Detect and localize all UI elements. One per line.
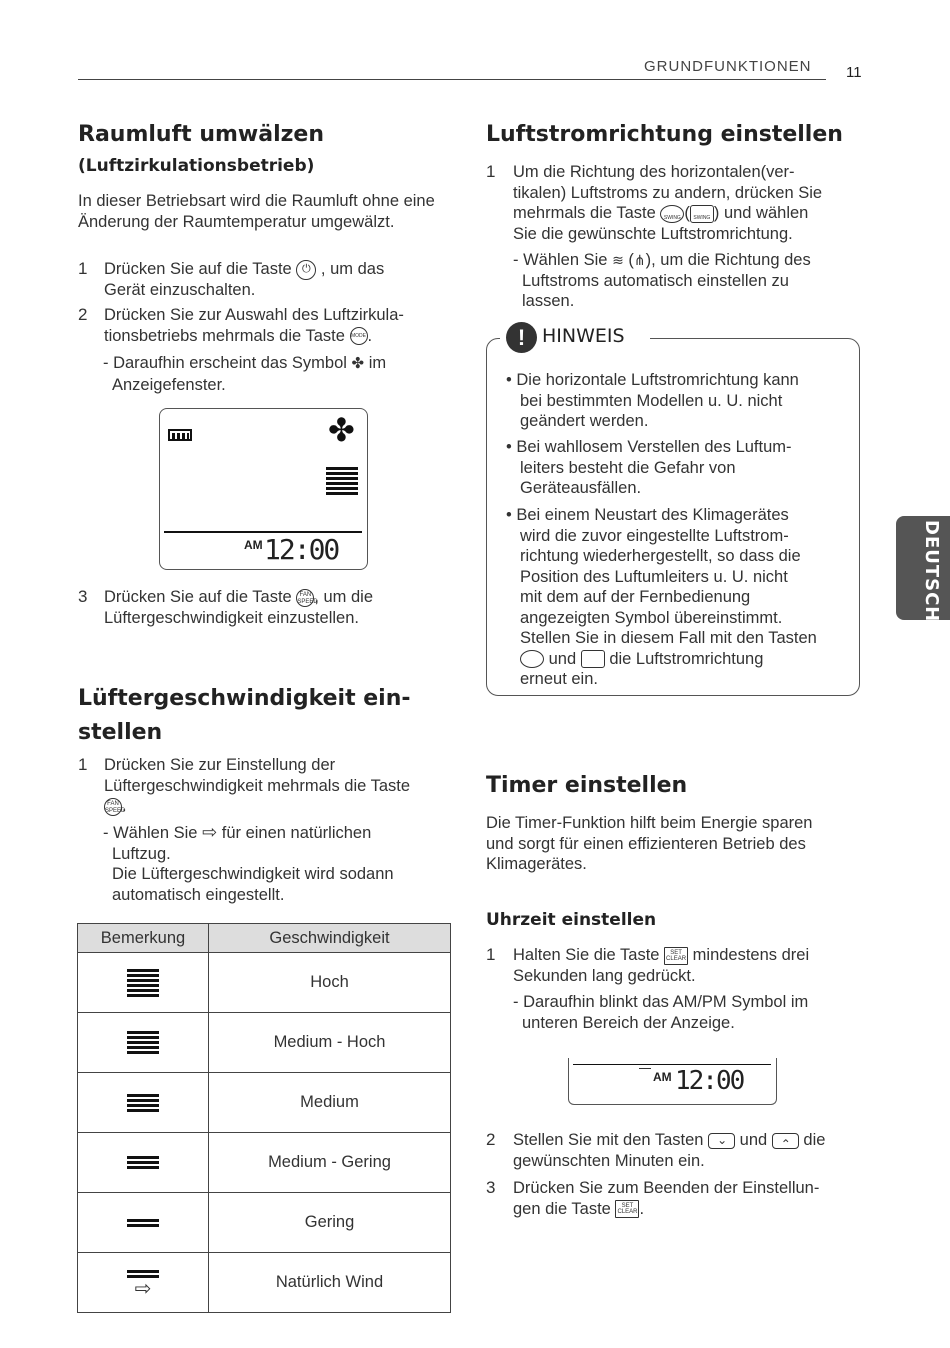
lcd-display-fan — [159, 408, 368, 570]
note-bullet-3: • Bei einem Neustart des Klimagerätes wird die zuvor eingestellte Luftstrom- richtung wiederhergestellt, so dass die Position des Luftumleiters u. U. nicht mit dem auf der Fernbedienung angezeigten Symbol übereinstimmt. Stellen Sie in diesem Fall mit den Tasten und die Luftstromrichtung erneut ein. — [506, 506, 817, 688]
speed-label: Medium - Hoch — [209, 1013, 451, 1073]
clock-step-2-text: Stellen Sie mit den Tasten ⌄ und ⌃ die gewünschten Minuten ein. — [513, 1131, 826, 1170]
natural-wind-arrow-icon: ⇨ — [134, 1277, 152, 1300]
running-header: GRUNDFUNKTIONEN — [644, 58, 812, 75]
step-number: 2 — [78, 305, 88, 324]
clock-step-1-text: Halten Sie die Taste SET CLEAR mindestens drei Sekunden lang gedrückt. — [513, 946, 810, 985]
speed-label: Medium - Gering — [209, 1133, 451, 1193]
table-row — [78, 1133, 451, 1193]
warning-icon: ! — [506, 322, 537, 353]
section-title-air-circulation: Raumluft umwälzen — [78, 122, 325, 147]
fan-symbol-icon: ✤ — [328, 412, 355, 448]
speed-2-bars-icon — [79, 1219, 207, 1227]
natural-wind-bars-icon — [79, 1270, 207, 1278]
step-3-text: Drücken Sie auf die Taste FAN SPEED, um die Lüftergeschwindigkeit einzustellen. — [104, 588, 374, 627]
mode-key-icon: MODE — [350, 327, 368, 345]
speed-4-bars-icon — [79, 1094, 207, 1112]
blink-indicator-icon — [639, 1068, 651, 1069]
lcd-time: 12:00 — [675, 1066, 744, 1096]
speed-label: Hoch — [209, 953, 451, 1013]
step-2-subnote: - Daraufhin erscheint das Symbol ✤ im Anzeigefenster. — [103, 354, 387, 394]
step-number: 1 — [486, 945, 496, 964]
step-number: 1 — [486, 162, 496, 181]
set-clear-key-icon: SET CLEAR — [615, 1200, 639, 1218]
table-header-speed: Geschwindigkeit — [209, 924, 451, 953]
step-2-text: Drücken Sie zur Auswahl des Luftzirkula- tionsbetriebs mehrmals die Taste MODE. — [104, 306, 404, 345]
natural-wind-icon: ⇨ — [202, 822, 218, 842]
lcd-display-clock — [568, 1058, 777, 1105]
lcd-time: 12:00 — [264, 533, 339, 566]
table-row — [78, 1253, 451, 1313]
fan-step-1-subnote: - Wählen Sie ⇨ für einen natürlichen Luftzug. Die Lüftergeschwindigkeit wird sodann automatisch eingestellt. — [103, 822, 394, 904]
fan-speed-key-icon: FAN SPEED — [104, 798, 122, 816]
language-tab-label: DEUTSCH — [921, 520, 942, 623]
swing-vertical-key-icon: SWING — [690, 205, 714, 223]
clock-step-3-text: Drücken Sie zum Beenden der Einstellun- gen die Taste SET CLEAR . — [513, 1179, 820, 1218]
down-key-icon: ⌄ — [708, 1133, 735, 1149]
section-title-fan-speed: Lüftergeschwindigkeit ein- stellen — [78, 686, 411, 745]
fan-icon: ✤ — [351, 355, 365, 372]
step-number: 2 — [486, 1130, 496, 1149]
lcd-ampm: AM — [244, 538, 263, 552]
intro-paragraph: In dieser Betriebsart wird die Raumluft ohne eine Änderung der Raumtemperatur umgewälzt. — [78, 192, 435, 231]
table-row — [78, 1013, 451, 1073]
step-1-text: Drücken Sie auf die Taste ⏻ , um das Gerät einzuschalten. — [104, 260, 385, 299]
airflow-step-1-subnote: - Wählen Sie ≋ (⋔), um die Richtung des Luftstroms automatisch einstellen zu lassen. — [513, 251, 811, 310]
swing-auto-vertical-icon: ⋔ — [633, 252, 646, 268]
fan-speed-key-icon: FAN SPEED — [296, 589, 314, 607]
note-bullet-1: • Die horizontale Luftstromrichtung kann bei bestimmten Modellen u. U. nicht geändert werden. — [506, 371, 799, 430]
page-number: 11 — [846, 64, 862, 81]
power-key-icon: ⏻ — [296, 260, 316, 280]
battery-icon — [168, 429, 192, 441]
speed-6-bars-icon — [79, 969, 207, 997]
note-bullet-2: • Bei wahllosem Verstellen des Luftum- leiters besteht die Gefahr von Geräteausfällen. — [506, 438, 792, 497]
section-title-timer: Timer einstellen — [486, 773, 688, 798]
section-title-airflow-direction: Luftstromrichtung einstellen — [486, 122, 843, 147]
fan-speed-bars-icon — [326, 465, 358, 497]
speed-label: Medium — [209, 1073, 451, 1133]
speed-5-bars-icon — [79, 1031, 207, 1054]
table-row — [78, 1073, 451, 1133]
speed-label: Gering — [209, 1193, 451, 1253]
clock-step-1-subnote: - Daraufhin blinkt das AM/PM Symbol im unteren Bereich der Anzeige. — [513, 993, 809, 1032]
speed-3-bars-icon — [79, 1156, 207, 1169]
note-title: HINWEIS — [542, 325, 625, 347]
speed-label: Natürlich Wind — [209, 1253, 451, 1313]
swing-auto-icon: ≋ — [612, 252, 624, 268]
subsection-title-clock: Uhrzeit einstellen — [486, 910, 657, 930]
table-row — [78, 1193, 451, 1253]
lcd-separator — [573, 1064, 771, 1065]
fan-step-1-text: Drücken Sie zur Einstellung der Lüftergeschwindigkeit mehrmals die Taste FAN SPEED. — [104, 756, 411, 815]
swing-vertical-key-icon — [581, 650, 605, 668]
header-rule — [78, 79, 826, 80]
section-subtitle: (Luftzirkulationsbetrieb) — [78, 156, 315, 176]
up-key-icon: ⌃ — [772, 1133, 799, 1149]
set-clear-key-icon: SET CLEAR — [664, 947, 688, 965]
table-header-remark: Bemerkung — [78, 924, 209, 953]
timer-intro: Die Timer-Funktion hilft beim Energie sparen und sorgt für einen effizienteren Betrieb des Klimagerätes. — [486, 814, 813, 873]
fan-speed-table — [77, 923, 451, 1313]
swing-key-icon — [520, 650, 544, 668]
lcd-ampm: AM — [653, 1070, 672, 1084]
step-number: 1 — [78, 755, 88, 774]
airflow-step-1-text: Um die Richtung des horizontalen(ver- tikalen) Luftstroms zu andern, drücken Sie mehrmals die Taste SWING ( SWING ) und wählen Sie die gewünschte Luftstromrichtung. — [513, 163, 823, 243]
table-row — [78, 953, 451, 1013]
step-number: 3 — [486, 1178, 496, 1197]
swing-key-icon: SWING — [660, 205, 684, 223]
step-number: 1 — [78, 259, 88, 278]
step-number: 3 — [78, 587, 88, 606]
